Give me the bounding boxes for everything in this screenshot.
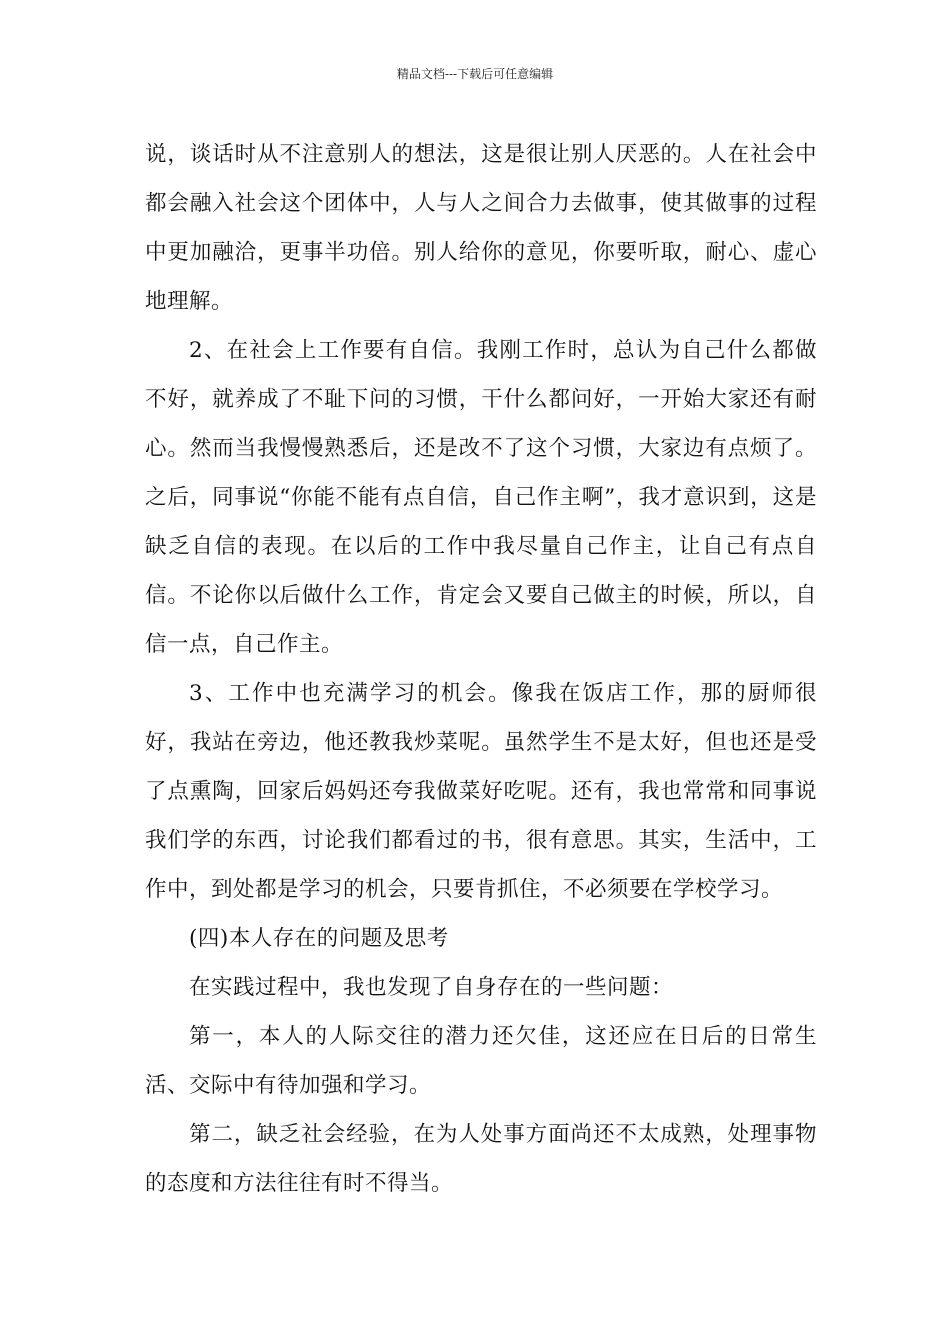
document-body xyxy=(145,130,817,1208)
paragraph-point-2: 2、在社会上工作要有自信。我刚工作时，总认为自己什么都做不好，就养成了不耻下问的习惯，干什么都问好，一开始大家还有耐心。然而当我慢慢熟悉后，还是改不了这个习惯，大家边有点烦了。之后，同事说“你能不能有点自信，自己作主啊”，我才意识到，这是缺乏自信的表现。在以后的工作中我尽量自己作主，让自己有点自信。不论你以后做什么工作，肯定会又要自己做主的时候，所以，自信一点，自己作主。 xyxy=(145,338,817,657)
page-header: 精品文档---下载后可任意编辑 xyxy=(396,67,554,81)
paragraph-intro-problems: 在实践过程中，我也发现了自身存在的一些问题： xyxy=(189,975,674,1000)
section-heading-4: (四)本人存在的问题及思考 xyxy=(189,926,449,951)
paragraph-point-3: 3、工作中也充满学习的机会。像我在饭店工作，那的厨师很好，我站在旁边，他还教我炒菜呢。虽然学生不是太好，但也还是受了点熏陶，回家后妈妈还夸我做菜好吃呢。还有，我也常常和同事说我们学的东西，讨论我们都看过的书，很有意思。其实，生活中，工作中，到处都是学习的机会，只要肯抓住，不必须要在学校学习。 xyxy=(145,681,817,902)
paragraph-problem-1: 第一，本人的人际交往的潜力还欠佳，这还应在日后的日常生活、交际中有待加强和学习。 xyxy=(145,1024,817,1098)
paragraph-problem-2: 第二，缺乏社会经验，在为人处事方面尚还不太成熟，处理事物的态度和方法往往有时不得当。 xyxy=(145,1122,817,1196)
paragraph-continuation: 说，谈话时从不注意别人的想法，这是很让别人厌恶的。人在社会中都会融入社会这个团体中，人与人之间合力去做事，使其做事的过程中更加融洽，更事半功倍。别人给你的意见，你要听取，耐心、虚心地理解。 xyxy=(145,142,817,314)
